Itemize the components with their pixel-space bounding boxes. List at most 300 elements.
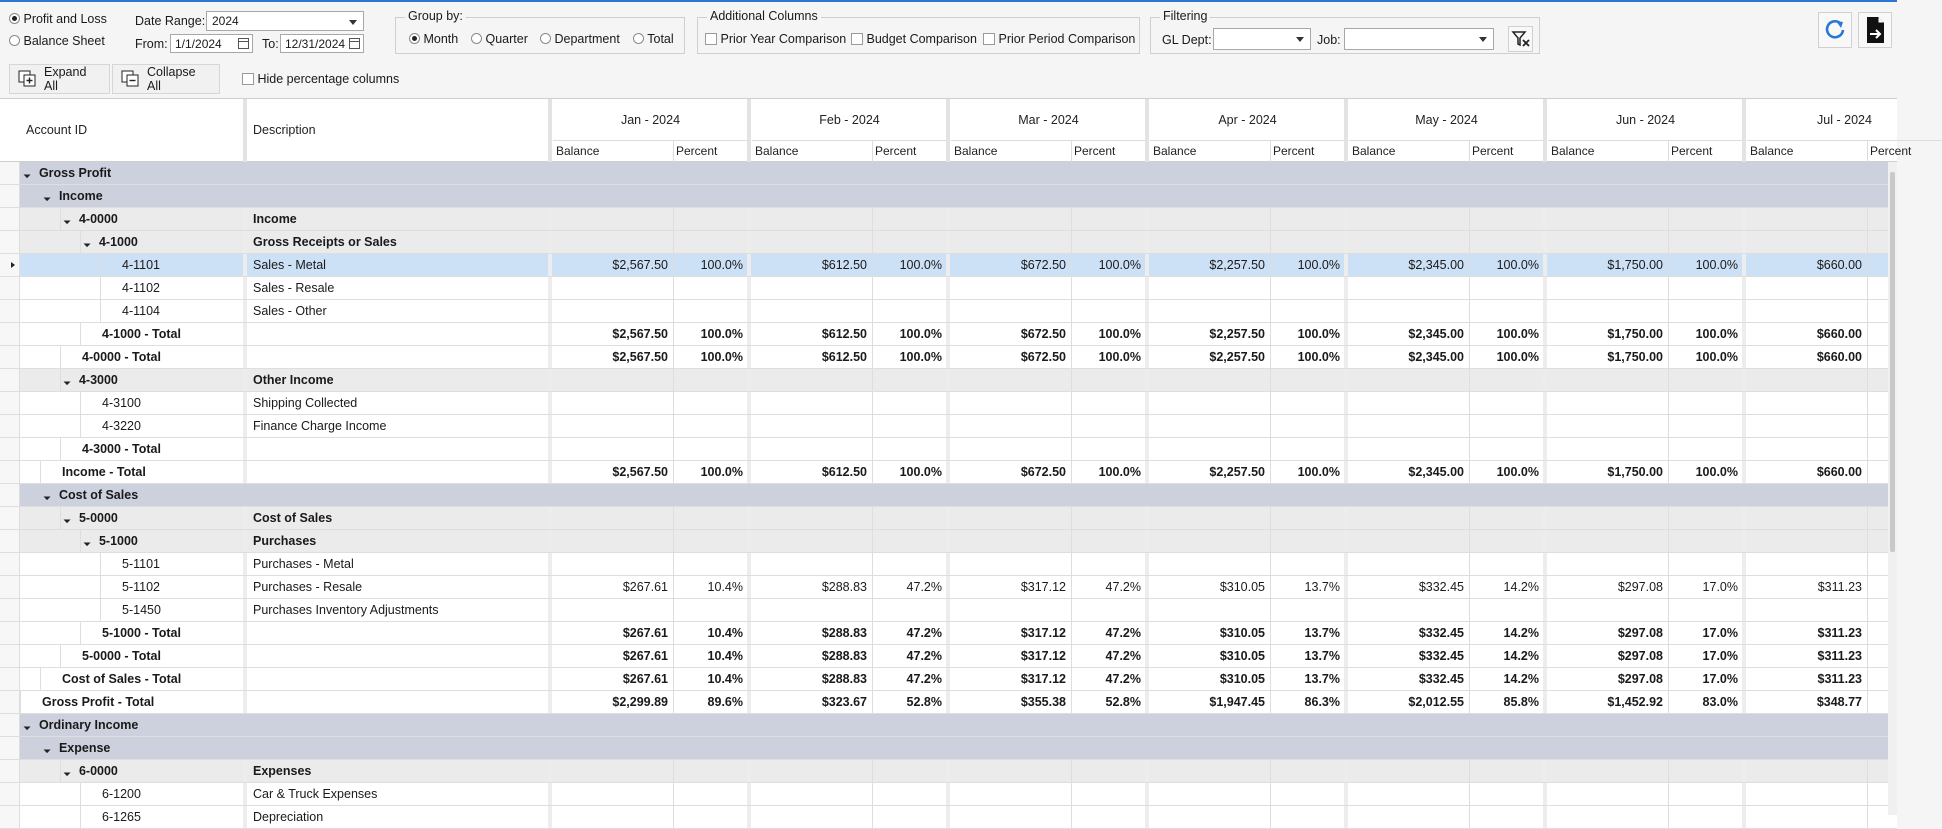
row-indicator[interactable]	[0, 185, 20, 207]
month-header[interactable]: Jan - 2024	[620, 113, 681, 127]
percent-cell: 100.0%	[1695, 327, 1738, 341]
table-row[interactable]	[0, 369, 1897, 392]
table-row[interactable]	[0, 691, 1897, 714]
percent-cell	[1668, 530, 1743, 552]
collapse-toggle-icon[interactable]	[61, 376, 70, 385]
cell-border	[80, 392, 81, 414]
balance-cell	[1548, 553, 1668, 575]
balance-cell	[752, 714, 872, 736]
checkbox-indicator[interactable]	[851, 33, 863, 45]
row-indicator[interactable]	[0, 162, 20, 184]
job-select[interactable]	[1344, 28, 1494, 50]
balance-cell: $323.67	[821, 695, 867, 709]
checkbox-indicator[interactable]	[242, 73, 254, 85]
cell-border	[243, 645, 247, 667]
percent-cell	[872, 162, 947, 184]
table-row[interactable]	[0, 645, 1897, 668]
month-header[interactable]: Jun - 2024	[1615, 113, 1676, 127]
account-cell	[62, 645, 243, 667]
collapse-toggle-icon[interactable]	[61, 767, 70, 776]
cell-border	[548, 553, 552, 575]
row-indicator[interactable]	[0, 599, 20, 621]
table-row[interactable]	[0, 277, 1897, 300]
row-indicator[interactable]	[0, 323, 20, 345]
expand-all-label: Expand All	[44, 65, 87, 93]
percent-cell	[1270, 438, 1345, 460]
row-indicator[interactable]	[0, 254, 20, 276]
table-row[interactable]	[0, 760, 1897, 783]
cell-border	[1543, 576, 1547, 598]
balance-cell	[553, 599, 673, 621]
cell-border	[1145, 323, 1149, 345]
account-cell	[102, 599, 243, 621]
balance-cell: $317.12	[1020, 672, 1066, 686]
balance-cell	[752, 530, 872, 552]
cell-border	[1543, 346, 1547, 368]
radio-indicator[interactable]	[540, 33, 551, 44]
percent-cell: 47.2%	[906, 672, 942, 686]
cell-border	[1742, 438, 1746, 460]
cell-border	[1344, 691, 1348, 713]
balance-cell	[1150, 484, 1270, 506]
cell-border	[747, 806, 751, 828]
calendar-icon[interactable]	[349, 38, 360, 49]
column-divider[interactable]	[548, 99, 552, 162]
subheader-balance[interactable]: Balance	[1352, 144, 1396, 158]
cell-border	[1344, 530, 1348, 552]
cell-border	[747, 599, 751, 621]
subheader-percent[interactable]: Percent	[1472, 144, 1514, 158]
month-header[interactable]: May - 2024	[1415, 113, 1478, 127]
percent-cell	[1668, 208, 1743, 230]
percent-cell	[1270, 507, 1345, 529]
cell-border	[1543, 645, 1547, 667]
row-indicator[interactable]	[0, 346, 20, 368]
row-indicator[interactable]	[0, 369, 20, 391]
subheader-percent[interactable]: Percent	[676, 144, 718, 158]
row-indicator[interactable]	[0, 553, 20, 575]
refresh-button[interactable]	[1818, 12, 1852, 48]
description-cell	[253, 162, 554, 184]
balance-cell	[1150, 783, 1270, 805]
row-indicator[interactable]	[0, 231, 20, 253]
collapse-toggle-icon[interactable]	[61, 514, 70, 523]
description-cell	[253, 691, 554, 713]
percent-cell	[1270, 415, 1345, 437]
percent-cell	[673, 507, 748, 529]
table-row[interactable]	[0, 576, 1897, 599]
description-cell: Sales - Other	[253, 304, 327, 318]
row-indicator[interactable]	[0, 806, 20, 828]
checkbox-prior-period[interactable]	[983, 32, 1135, 46]
subheader-balance[interactable]: Balance	[1750, 144, 1794, 158]
column-divider[interactable]	[1145, 99, 1149, 162]
cell-border	[946, 806, 950, 828]
balance-cell: $2,345.00	[1408, 327, 1464, 341]
calendar-icon[interactable]	[238, 38, 249, 49]
account-id: 5-1101	[122, 557, 160, 571]
cell-border	[1543, 415, 1547, 437]
row-indicator[interactable]	[0, 737, 20, 759]
row-indicator[interactable]	[0, 714, 20, 736]
balance-cell	[752, 231, 872, 253]
balance-cell	[1747, 783, 1867, 805]
balance-cell	[752, 277, 872, 299]
table-row[interactable]	[0, 438, 1897, 461]
collapse-all-button[interactable]	[112, 64, 220, 94]
column-header-description[interactable]: Description	[253, 123, 316, 137]
checkbox-budget[interactable]	[851, 32, 977, 46]
percent-cell	[1071, 438, 1146, 460]
month-header[interactable]: Jul - 2024	[1817, 113, 1872, 127]
checkbox-prior-year[interactable]	[705, 32, 846, 46]
collapse-toggle-icon[interactable]	[41, 192, 50, 201]
cell-border	[548, 369, 552, 391]
cell-border	[80, 622, 81, 644]
table-row[interactable]	[0, 208, 1897, 231]
balance-cell: $288.83	[821, 649, 867, 663]
row-indicator[interactable]	[0, 277, 20, 299]
table-row[interactable]	[0, 507, 1897, 530]
account-id: Cost of Sales - Total	[62, 672, 182, 686]
cell-border	[1742, 369, 1746, 391]
balance-cell	[752, 553, 872, 575]
radio-group-department[interactable]	[540, 32, 620, 46]
header-divider	[1270, 140, 1271, 162]
job-label: Job:	[1317, 33, 1341, 47]
collapse-toggle-icon[interactable]	[21, 169, 30, 178]
percent-cell	[1668, 507, 1743, 529]
cell-border	[1344, 783, 1348, 805]
description-cell: Purchases	[253, 534, 317, 548]
row-indicator[interactable]	[0, 668, 20, 690]
radio-indicator[interactable]	[9, 13, 20, 24]
row-indicator[interactable]	[0, 576, 20, 598]
row-indicator[interactable]	[0, 461, 20, 483]
balance-cell	[951, 392, 1071, 414]
balance-cell	[1747, 369, 1867, 391]
percent-cell: 10.4%	[707, 580, 743, 594]
percent-cell	[1270, 277, 1345, 299]
month-header[interactable]: Mar - 2024	[1018, 113, 1079, 127]
balance-cell	[1150, 737, 1270, 759]
percent-cell	[673, 369, 748, 391]
percent-cell: 13.7%	[1304, 580, 1340, 594]
clear-filter-button[interactable]	[1508, 26, 1533, 52]
table-row[interactable]	[0, 231, 1897, 254]
to-date-field[interactable]	[280, 34, 364, 53]
radio-label: Department	[554, 32, 620, 46]
row-indicator[interactable]	[0, 438, 20, 460]
cell-border	[548, 231, 552, 253]
description-cell: Purchases Inventory Adjustments	[253, 603, 439, 617]
collapse-toggle-icon[interactable]	[41, 744, 50, 753]
balance-cell	[553, 369, 673, 391]
percent-cell	[1668, 231, 1743, 253]
cell-border	[243, 438, 247, 460]
percent-cell	[673, 760, 748, 782]
column-divider[interactable]	[1742, 99, 1746, 162]
collapse-toggle-icon[interactable]	[21, 721, 30, 730]
percent-cell	[673, 277, 748, 299]
balance-cell	[951, 438, 1071, 460]
balance-cell	[752, 369, 872, 391]
collapse-toggle-icon[interactable]	[61, 215, 70, 224]
table-row[interactable]	[0, 323, 1897, 346]
collapse-toggle-icon[interactable]	[81, 537, 90, 546]
column-divider[interactable]	[1344, 99, 1348, 162]
table-row[interactable]	[0, 162, 1897, 185]
table-row[interactable]	[0, 622, 1897, 645]
cell-border	[946, 760, 950, 782]
row-indicator[interactable]	[0, 507, 20, 529]
balance-cell	[1747, 530, 1867, 552]
radio-indicator[interactable]	[409, 33, 420, 44]
balance-cell	[1747, 208, 1867, 230]
account-cell	[82, 231, 243, 253]
export-document-icon	[1859, 13, 1891, 47]
balance-cell	[553, 185, 673, 207]
cell-border	[100, 254, 101, 276]
vertical-scrollbar[interactable]	[1888, 162, 1897, 815]
row-indicator[interactable]	[0, 415, 20, 437]
cell-border	[747, 231, 751, 253]
account-id: 4-0000	[78, 212, 118, 226]
account-id: 4-1000 - Total	[102, 327, 181, 341]
balance-cell	[1747, 507, 1867, 529]
cell-border	[747, 645, 751, 667]
balance-cell	[752, 438, 872, 460]
cell-border	[946, 783, 950, 805]
column-divider[interactable]	[747, 99, 751, 162]
balance-cell	[1548, 369, 1668, 391]
subheader-percent[interactable]: Percent	[1074, 144, 1116, 158]
cell-border	[1145, 461, 1149, 483]
percent-cell	[1469, 553, 1544, 575]
percent-cell	[1270, 760, 1345, 782]
balance-cell	[553, 553, 673, 575]
checkbox-indicator[interactable]	[705, 33, 717, 45]
percent-cell	[872, 507, 947, 529]
balance-cell: $2,257.50	[1209, 327, 1265, 341]
percent-cell	[1867, 553, 1942, 575]
percent-cell: 10.4%	[707, 672, 743, 686]
radio-balance-sheet[interactable]	[9, 34, 105, 48]
cell-border	[243, 300, 247, 322]
checkbox-hide-percentage[interactable]	[242, 72, 399, 86]
date-range-label: Date Range:	[135, 14, 206, 28]
column-header-account-id[interactable]: Account ID	[26, 123, 88, 137]
balance-cell	[1548, 530, 1668, 552]
subheader-balance[interactable]: Balance	[954, 144, 998, 158]
table-row[interactable]	[0, 737, 1897, 760]
percent-cell: 47.2%	[1105, 649, 1141, 663]
column-divider[interactable]	[946, 99, 950, 162]
percent-cell: 100.0%	[1695, 350, 1738, 364]
cell-border	[243, 691, 247, 713]
cell-border	[1145, 438, 1149, 460]
percent-cell: 100.0%	[700, 465, 743, 479]
balance-cell	[1548, 277, 1668, 299]
balance-cell	[752, 760, 872, 782]
table-row[interactable]	[0, 415, 1897, 438]
balance-cell: $2,257.50	[1209, 258, 1265, 272]
table-row[interactable]	[0, 783, 1897, 806]
balance-cell: $2,345.00	[1408, 258, 1464, 272]
balance-cell: $267.61	[622, 649, 668, 663]
percent-cell	[872, 737, 947, 759]
radio-indicator[interactable]	[9, 35, 20, 46]
percent-cell	[1071, 599, 1146, 621]
balance-cell	[752, 415, 872, 437]
row-indicator[interactable]	[0, 760, 20, 782]
table-row[interactable]	[0, 806, 1897, 829]
cell-border	[1145, 760, 1149, 782]
table-row[interactable]	[0, 668, 1897, 691]
header-divider	[752, 140, 947, 141]
table-row[interactable]	[0, 346, 1897, 369]
balance-cell	[1349, 553, 1469, 575]
account-id: 4-1102	[122, 281, 160, 295]
percent-cell	[1270, 300, 1345, 322]
balance-cell: $288.83	[821, 626, 867, 640]
month-header[interactable]: Feb - 2024	[819, 113, 880, 127]
additional-columns-title: Additional Columns	[707, 9, 821, 23]
cell-border	[747, 461, 751, 483]
balance-cell	[1150, 507, 1270, 529]
table-row[interactable]	[0, 254, 1897, 277]
balance-cell	[553, 760, 673, 782]
table-row[interactable]	[0, 599, 1897, 622]
cell-border	[1145, 254, 1149, 276]
row-indicator[interactable]	[0, 300, 20, 322]
percent-cell	[1668, 415, 1743, 437]
cell-border	[1344, 599, 1348, 621]
percent-cell	[673, 783, 748, 805]
radio-group-total[interactable]	[633, 32, 674, 46]
table-row[interactable]	[0, 484, 1897, 507]
cell-border	[1543, 300, 1547, 322]
row-indicator[interactable]	[0, 783, 20, 805]
balance-cell	[553, 415, 673, 437]
percent-cell	[1071, 737, 1146, 759]
table-row[interactable]	[0, 300, 1897, 323]
cell-border	[1742, 254, 1746, 276]
cell-border	[1145, 277, 1149, 299]
percent-cell	[1469, 530, 1544, 552]
balance-cell	[1747, 553, 1867, 575]
subheader-balance[interactable]: Balance	[1153, 144, 1197, 158]
row-indicator[interactable]	[0, 208, 20, 230]
balance-cell	[553, 277, 673, 299]
balance-cell	[1150, 415, 1270, 437]
row-indicator[interactable]	[0, 645, 20, 667]
percent-cell	[1867, 415, 1942, 437]
cell-border	[1742, 323, 1746, 345]
row-indicator[interactable]	[0, 484, 20, 506]
cell-border	[60, 208, 61, 230]
percent-cell	[1668, 369, 1743, 391]
date-range-select[interactable]	[206, 11, 364, 31]
radio-label: Balance Sheet	[23, 34, 105, 48]
table-row[interactable]	[0, 530, 1897, 553]
cell-border	[548, 507, 552, 529]
subheader-percent[interactable]: Percent	[1671, 144, 1713, 158]
export-button[interactable]	[1858, 12, 1892, 48]
table-row[interactable]	[0, 553, 1897, 576]
cell-border	[1742, 300, 1746, 322]
cell-border	[1344, 507, 1348, 529]
percent-cell: 86.3%	[1304, 695, 1340, 709]
table-row[interactable]	[0, 714, 1897, 737]
checkbox-indicator[interactable]	[983, 33, 995, 45]
row-indicator[interactable]	[0, 691, 20, 713]
from-date-field[interactable]	[170, 34, 253, 53]
percent-cell: 89.6%	[707, 695, 743, 709]
row-indicator[interactable]	[0, 530, 20, 552]
table-row[interactable]	[0, 185, 1897, 208]
subheader-percent[interactable]: Percent	[875, 144, 917, 158]
balance-cell: $267.61	[622, 672, 668, 686]
balance-cell: $2,257.50	[1209, 465, 1265, 479]
collapse-toggle-icon[interactable]	[41, 491, 50, 500]
month-header[interactable]: Apr - 2024	[1218, 113, 1277, 127]
radio-group-month[interactable]	[409, 32, 458, 46]
account-cell	[62, 507, 243, 529]
subheader-balance[interactable]: Balance	[1551, 144, 1595, 158]
radio-indicator[interactable]	[633, 33, 644, 44]
collapse-toggle-icon[interactable]	[81, 238, 90, 247]
subheader-percent[interactable]: Percent	[1870, 144, 1912, 158]
row-indicator[interactable]	[0, 622, 20, 644]
balance-cell	[1747, 760, 1867, 782]
radio-group-quarter[interactable]	[471, 32, 528, 46]
gl-dept-select[interactable]	[1213, 28, 1311, 50]
grid-header	[0, 99, 1912, 162]
cell-border	[1742, 415, 1746, 437]
balance-cell: $612.50	[821, 350, 867, 364]
percent-cell	[1469, 369, 1544, 391]
table-row[interactable]	[0, 392, 1897, 415]
column-divider[interactable]	[1543, 99, 1547, 162]
cell-border	[1344, 392, 1348, 414]
column-divider[interactable]	[243, 99, 247, 162]
cell-border	[1344, 760, 1348, 782]
balance-cell	[1349, 392, 1469, 414]
radio-indicator[interactable]	[471, 33, 482, 44]
radio-profit-and-loss[interactable]	[9, 12, 107, 26]
table-row[interactable]	[0, 461, 1897, 484]
percent-cell	[1469, 806, 1544, 828]
expand-all-button[interactable]	[9, 64, 110, 94]
cell-border	[946, 668, 950, 690]
header-divider	[1668, 140, 1669, 162]
subheader-balance[interactable]: Balance	[755, 144, 799, 158]
scrollbar-thumb[interactable]	[1890, 172, 1895, 552]
cell-border	[747, 346, 751, 368]
subheader-percent[interactable]: Percent	[1273, 144, 1315, 158]
subheader-balance[interactable]: Balance	[556, 144, 600, 158]
current-row-icon	[11, 262, 15, 268]
account-cell	[42, 185, 243, 207]
cell-border	[1742, 668, 1746, 690]
header-divider	[673, 140, 674, 162]
percent-cell: 100.0%	[899, 327, 942, 341]
cell-border	[1145, 530, 1149, 552]
chevron-down-icon	[1479, 37, 1487, 42]
balance-cell	[951, 231, 1071, 253]
row-indicator[interactable]	[0, 392, 20, 414]
